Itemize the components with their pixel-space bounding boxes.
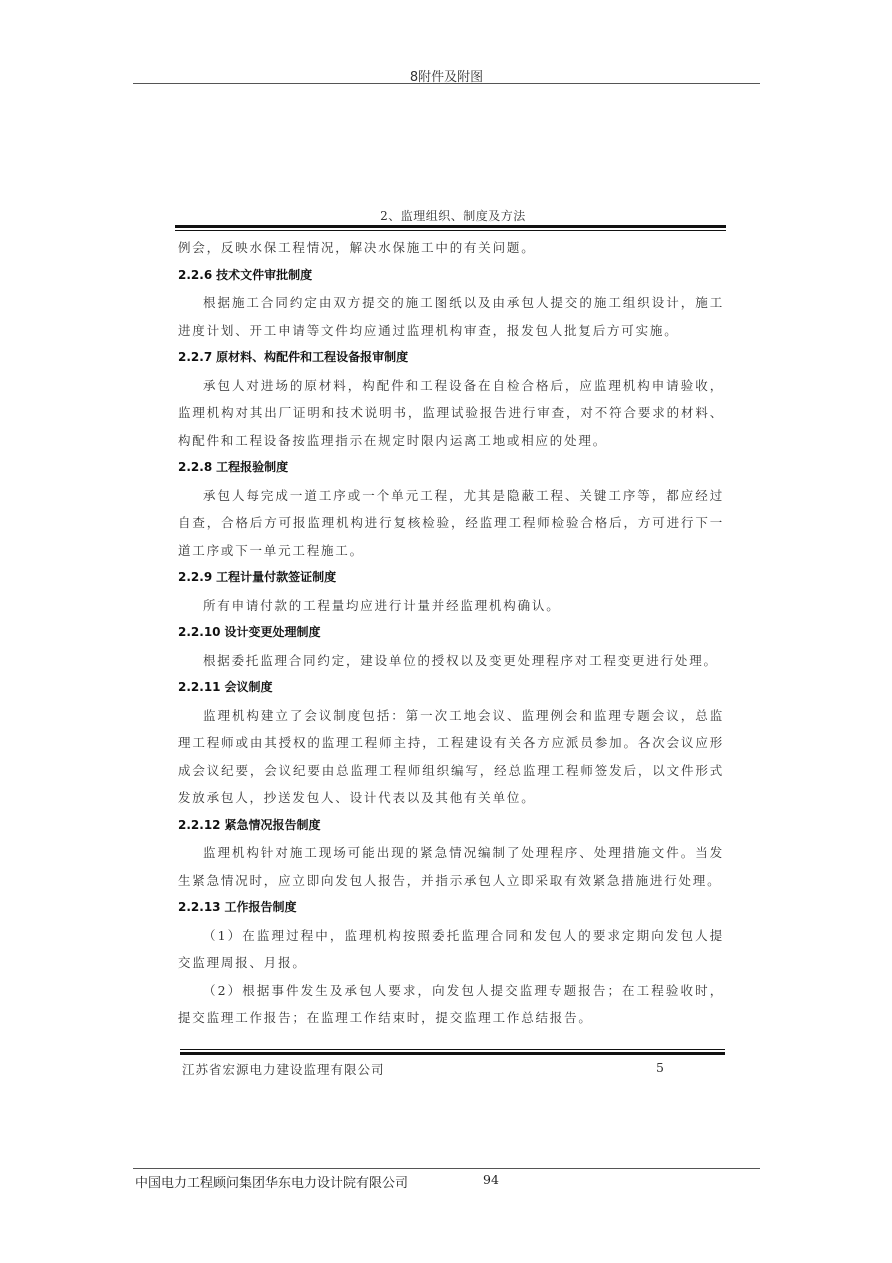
section-heading <box>178 262 724 290</box>
section-paragraph: 根据施工合同约定由双方提交的施工图纸以及由承包人提交的施工组织设计，施工进度计划、开工申请等文件均应通过监理机构审查，报发包人批复后方可实施。 <box>178 295 724 338</box>
section-number: 2.2.8 <box>178 460 213 474</box>
page-footer-rule <box>133 1168 760 1169</box>
section-title: 技术文件审批制度 <box>216 267 313 282</box>
section-heading <box>178 344 724 372</box>
section-paragraph: 承包人对进场的原材料，构配件和工程设备在自检合格后，应监理机构申请验收，监理机构对其出厂证明和技术说明书，监理试验报告进行审查，对不符合要求的材料、构配件和工程设备按监理指示在规定时限内运离工地或相应的处理。 <box>178 377 724 448</box>
section-2-2-7 <box>178 344 724 454</box>
section-heading <box>178 619 724 647</box>
page-number: 94 <box>483 1172 499 1187</box>
embedded-doc-footer-company: 江苏省宏源电力建设监理有限公司 <box>182 1062 385 1077</box>
section-paragraph: 所有申请付款的工程量均应进行计量并经监理机构确认。 <box>203 597 561 613</box>
page-footer-company: 中国电力工程顾问集团华东电力设计院有限公司 <box>135 1176 409 1191</box>
section-heading <box>178 454 724 482</box>
section-heading <box>178 674 724 702</box>
intro-paragraph: 例会，反映水保工程情况，解决水保施工中的有关问题。 <box>178 240 536 255</box>
section-paragraph: 监理机构针对施工现场可能出现的紧急情况编制了处理程序、处理措施文件。当发生紧急情况时，应立即向发包人报告，并指示承包人立即采取有效紧急措施进行处理。 <box>178 845 724 888</box>
section-number: 2.2.12 <box>178 817 221 832</box>
section-heading <box>178 894 724 922</box>
section-number: 2.2.13 <box>178 900 221 914</box>
section-heading <box>178 564 724 592</box>
embedded-doc-page-number: 5 <box>656 1060 664 1075</box>
section-title: 工作报告制度 <box>224 900 297 914</box>
section-2-2-9 <box>178 564 724 619</box>
section-paragraph: 承包人每完成一道工序或一个单元工程，尤其是隐蔽工程、关键工序等，都应经过自查，合格后方可报监理机构进行复核检验，经监理工程师检验合格后，方可进行下一道工序或下一单元工程施工。 <box>178 487 724 558</box>
embedded-doc-header-title: 2、监理组织、制度及方法 <box>380 209 526 223</box>
section-number: 2.2.7 <box>178 350 213 364</box>
section-paragraph: （2）根据事件发生及承包人要求，向发包人提交监理专题报告；在工程验收时，提交监理工作报告；在监理工作结束时，提交监理工作总结报告。 <box>178 982 724 1025</box>
embedded-doc-header-rule-thin <box>175 230 726 231</box>
section-number: 2.2.10 <box>178 625 221 639</box>
embedded-doc-header-rule-thick <box>175 225 726 228</box>
section-paragraph: 根据委托监理合同约定，建设单位的授权以及变更处理程序对工程变更进行处理。 <box>203 652 718 668</box>
page-header-title: 8附件及附图 <box>409 70 484 85</box>
section-2-2-12 <box>178 812 724 895</box>
section-title: 工程计量付款签证制度 <box>216 570 337 584</box>
embedded-doc-footer-rule-thin <box>180 1049 725 1050</box>
document-body <box>178 234 724 1032</box>
section-paragraph: 监理机构建立了会议制度包括：第一次工地会议、监理例会和监理专题会议，总监理工程师或由其授权的监理工程师主持，工程建设有关各方应派员参加。各次会议应形成会议纪要，会议纪要由总监理工程师组织编写，经总监理工程师签发后，以文件形式发放承包人，抄送发包人、设计代表以及其他有关单位。 <box>178 707 724 805</box>
section-2-2-8 <box>178 454 724 564</box>
section-paragraph: （1）在监理过程中，监理机构按照委托监理合同和发包人的要求定期向发包人提交监理周报、月报。 <box>178 927 724 970</box>
section-2-2-11 <box>178 674 724 812</box>
section-title: 紧急情况报告制度 <box>224 817 321 832</box>
embedded-doc-footer-rule-thick <box>180 1052 725 1055</box>
section-title: 设计变更处理制度 <box>224 625 321 639</box>
section-number: 2.2.9 <box>178 570 213 584</box>
section-2-2-6 <box>178 262 724 345</box>
page-header-rule <box>133 83 760 84</box>
section-2-2-10 <box>178 619 724 674</box>
section-title: 工程报验制度 <box>216 460 289 474</box>
section-heading <box>178 812 724 840</box>
section-title: 会议制度 <box>224 680 273 694</box>
section-number: 2.2.6 <box>178 267 213 282</box>
section-2-2-13 <box>178 894 724 1032</box>
section-number: 2.2.11 <box>178 680 221 694</box>
section-title: 原材料、构配件和工程设备报审制度 <box>216 350 409 364</box>
